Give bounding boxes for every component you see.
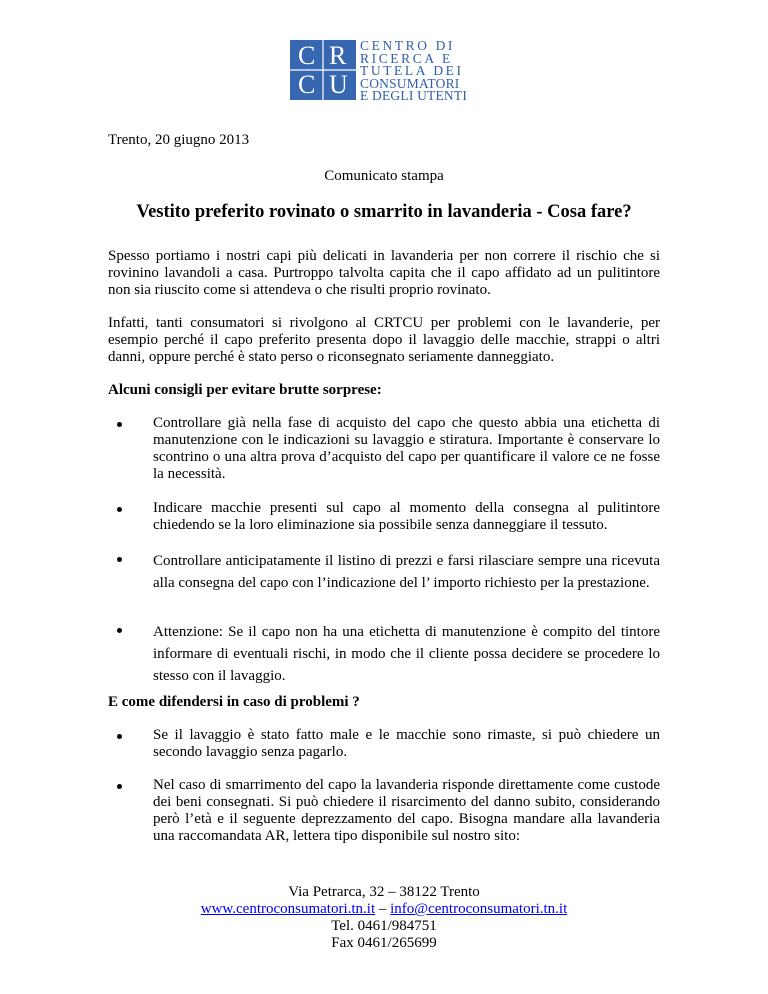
list-item-text: Se il lavaggio è stato fatto male e le macchie sono rimaste, si può chiedere un secondo lavaggio senza pagarlo. bbox=[153, 727, 660, 760]
logo-letter: R bbox=[329, 41, 347, 70]
bullet-icon bbox=[117, 734, 122, 739]
logo-letter: U bbox=[329, 70, 348, 99]
logo-line: RICERCA E bbox=[360, 50, 453, 66]
logo-letter: C bbox=[298, 70, 316, 99]
footer-fax: Fax 0461/265699 bbox=[331, 935, 437, 951]
logo-wordmark bbox=[360, 40, 490, 103]
list-item-text: Controllare anticipatamente il listino di prezzi e farsi rilasciare sempre una ricevuta alla consegna del capo con l’indicazione del l’ importo richiesto per la prestazione. bbox=[153, 553, 660, 591]
footer-links bbox=[0, 901, 768, 918]
document-title: Vestito preferito rovinato o smarrito in lavanderia - Cosa fare? bbox=[136, 202, 632, 222]
bullet-icon bbox=[117, 422, 122, 427]
email-link[interactable]: info@centroconsumatori.tn.it bbox=[390, 901, 568, 917]
document-date: Trento, 20 giugno 2013 bbox=[108, 132, 250, 148]
intro-paragraph: Spesso portiamo i nostri capi più delicati in lavanderia per non correre il rischio che si rovinino lavandoli a casa. Purtroppo talvolta capita che il capo affidato ad un pulitintore non sia riuscito come si attendeva o che risulti proprio rovinato. bbox=[108, 248, 660, 298]
footer-separator: – bbox=[375, 901, 391, 917]
document-type: Comunicato stampa bbox=[324, 168, 444, 184]
organization-logo bbox=[290, 40, 480, 102]
logo-line: CONSUMATORI bbox=[360, 75, 460, 91]
section-heading: E come difendersi in caso di problemi ? bbox=[108, 694, 360, 710]
bullet-icon bbox=[117, 507, 122, 512]
bullet-icon bbox=[117, 557, 122, 562]
logo-mark bbox=[290, 40, 356, 100]
list-item-text: Nel caso di smarrimento del capo la lavanderia risponde direttamente come custode dei beni consegnati. Si può chiedere il risarcimento del danno subito, considerando però l’età e il seguente deprezzamento del capo. Bisogna mandare alla lavanderia una raccomandata AR, lettera tipo disponibile sul nostro sito: bbox=[153, 777, 660, 844]
bullet-icon bbox=[117, 784, 122, 789]
logo-letter: C bbox=[298, 41, 316, 70]
bullet-icon bbox=[117, 628, 122, 633]
section-heading: Alcuni consigli per evitare brutte sorprese: bbox=[108, 382, 382, 398]
list-item-text: Indicare macchie presenti sul capo al momento della consegna al pulitintore chiedendo se la loro eliminazione sia possibile senza danneggiare il tessuto. bbox=[153, 500, 660, 533]
page-footer bbox=[0, 884, 768, 952]
logo-line: E DEGLI UTENTI bbox=[360, 88, 468, 103]
website-link[interactable]: www.centroconsumatori.tn.it bbox=[200, 901, 376, 917]
intro-paragraph: Infatti, tanti consumatori si rivolgono al CRTCU per problemi con le lavanderie, per esempio perché il capo preferito presenta dopo il lavaggio delle macchie, strappi o altri danni, oppure perché è stato perso o riconsegnato seriamente danneggiato. bbox=[108, 315, 660, 365]
logo-line: TUTELA DEI bbox=[360, 63, 464, 78]
footer-address: Via Petrarca, 32 – 38122 Trento bbox=[288, 884, 480, 900]
logo-line: CENTRO DI bbox=[360, 38, 456, 53]
list-item-text: Attenzione: Se il capo non ha una etichetta di manutenzione è compito del tintore informare di eventuali rischi, in modo che il cliente possa decidere se procedere lo stesso con il lavaggio. bbox=[153, 624, 660, 684]
footer-phone: Tel. 0461/984751 bbox=[331, 918, 437, 934]
list-item-text: Controllare già nella fase di acquisto del capo che questo abbia una etichetta di manutenzione con le indicazioni su lavaggio e stiratura. Importante è conservare lo scontrino o una altra prova d’acquisto del capo per quantificare il valore ce ne fosse la necessità. bbox=[153, 415, 660, 482]
